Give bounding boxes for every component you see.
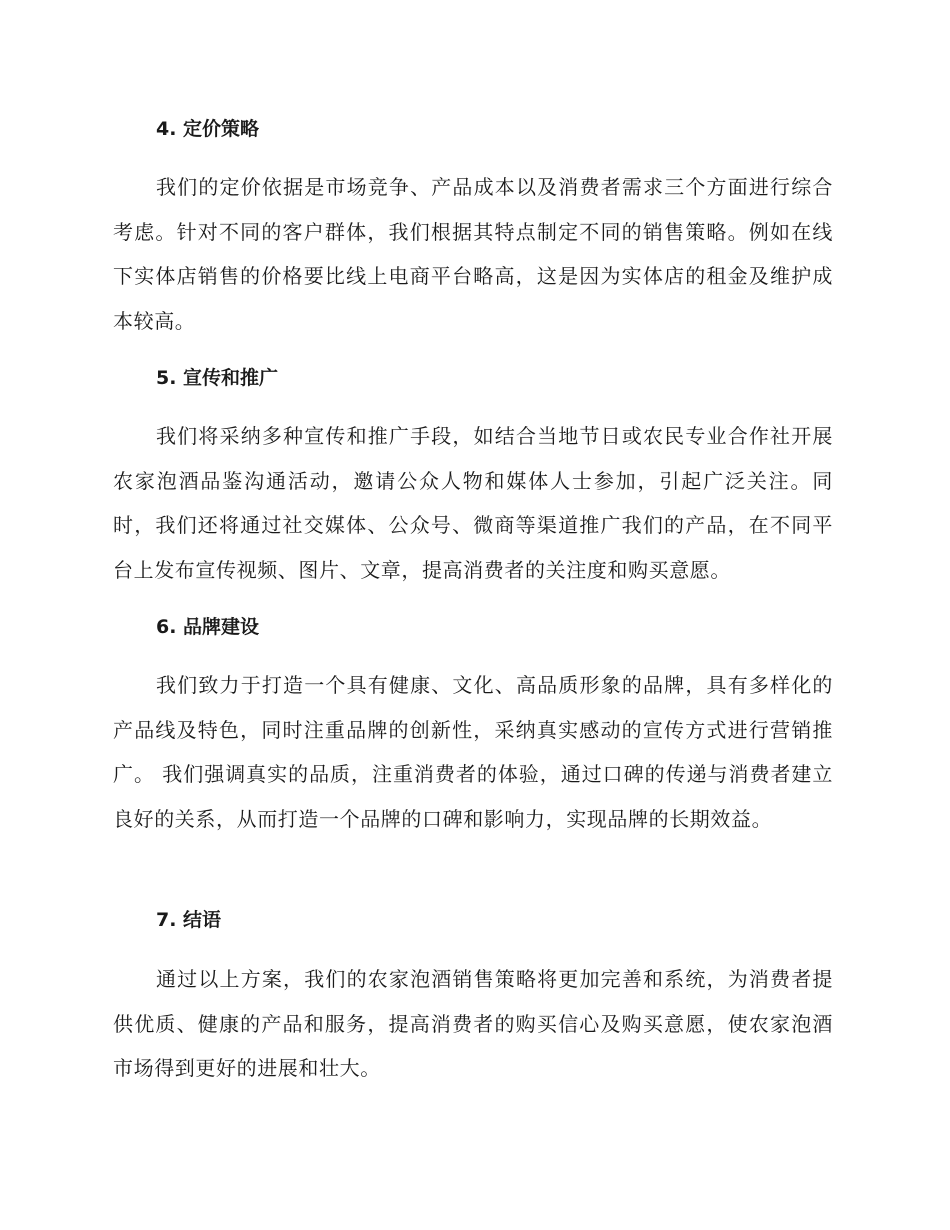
section-paragraph-promotion: 我们将采纳多种宣传和推广手段，如结合当地节日或农民专业合作社开展农家泡酒品鉴沟通活动，邀请公众人物和媒体人士参加，引起广泛关注。同时，我们还将通过社交媒体、公众号、微商等渠道推广我们的产品，在不同平台上发布宣传视频、图片、文章，提高消费者的关注度和购买意愿。 <box>113 424 833 582</box>
section-heading-promotion: 5. 宣传和推广 <box>156 367 279 389</box>
section-heading-pricing: 4. 定价策略 <box>156 118 260 140</box>
section-heading-branding: 6. 品牌建设 <box>156 616 260 638</box>
section-paragraph-branding: 我们致力于打造一个具有健康、文化、高品质形象的品牌，具有多样化的产品线及特色，同时注重品牌的创新性，采纳真实感动的宣传方式进行营销推广。 我们强调真实的品质，注重消费者的体验，通过口碑的传递与消费者建立良好的关系，从而打造一个品牌的口碑和影响力，实现品牌的长期效益。 <box>113 673 833 831</box>
section-heading-conclusion: 7. 结语 <box>156 909 222 931</box>
section-paragraph-conclusion: 通过以上方案，我们的农家泡酒销售策略将更加完善和系统，为消费者提供优质、健康的产品和服务，提高消费者的购买信心及购买意愿，使农家泡酒市场得到更好的进展和壮大。 <box>113 967 833 1080</box>
section-paragraph-pricing: 我们的定价依据是市场竞争、产品成本以及消费者需求三个方面进行综合考虑。针对不同的客户群体，我们根据其特点制定不同的销售策略。例如在线下实体店销售的价格要比线上电商平台略高，这是因为实体店的租金及维护成本较高。 <box>113 175 833 333</box>
